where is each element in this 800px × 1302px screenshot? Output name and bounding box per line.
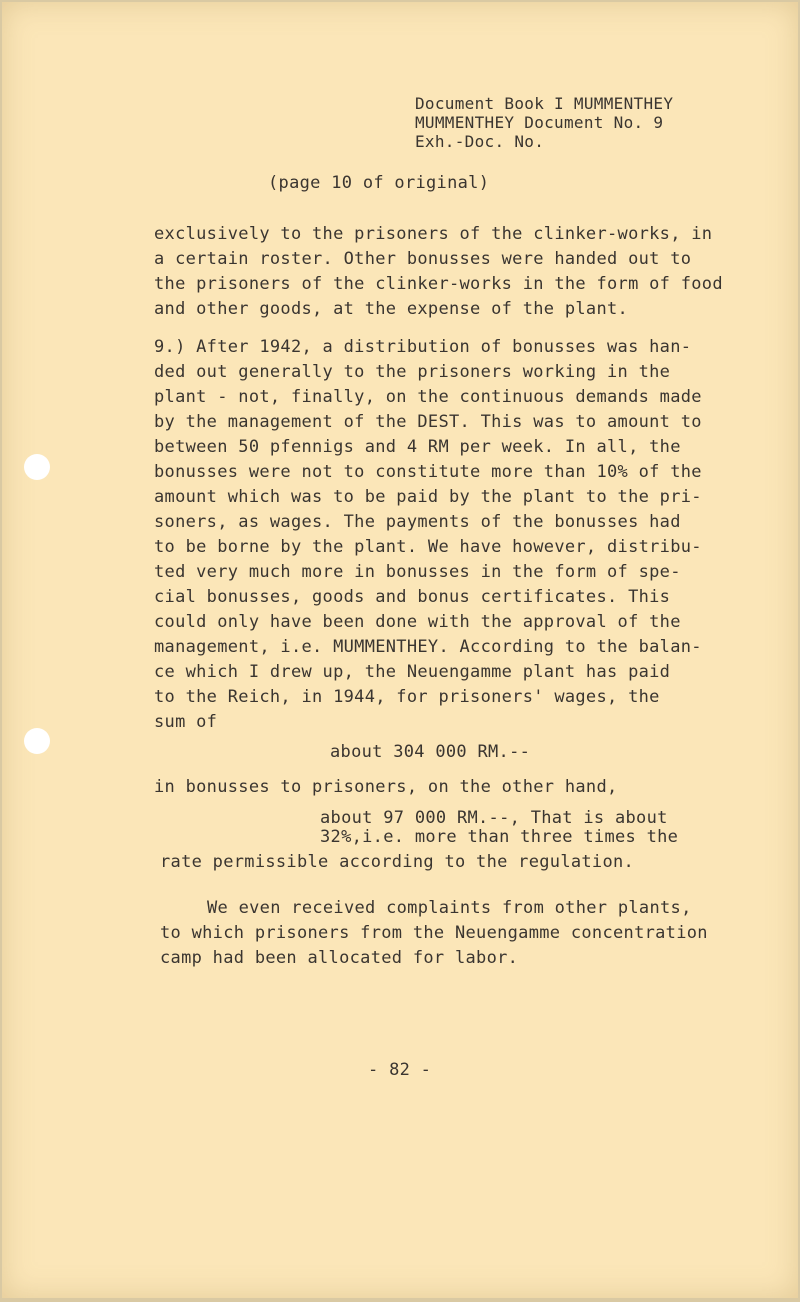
paragraph-line: amount which was to be paid by the plant to the pri- <box>154 487 702 507</box>
paragraph-line: cial bonusses, goods and bonus certificates. This <box>154 587 671 607</box>
paragraph-line: 9.) After 1942, a distribution of bonusses was han- <box>154 337 692 357</box>
amount-line: about 97 000 RM.--, That is about <box>320 808 668 828</box>
paragraph-line: camp had been allocated for labor. <box>160 948 519 968</box>
paragraph-line: ded out generally to the prisoners working in the <box>154 362 671 382</box>
amount-line: 32%,i.e. more than three times the <box>320 827 679 847</box>
paragraph-line: to the Reich, in 1944, for prisoners' wages, the <box>154 687 660 707</box>
document-page <box>2 2 798 1298</box>
paragraph-line: management, i.e. MUMMENTHEY. According to the balan- <box>154 637 702 657</box>
paragraph-line: in bonusses to prisoners, on the other hand, <box>154 777 618 797</box>
paragraph-line: by the management of the DEST. This was to amount to <box>154 412 702 432</box>
page-number: - 82 - <box>368 1060 432 1080</box>
paragraph-line: We even received complaints from other plants, <box>207 898 692 918</box>
header-line-1: Document Book I MUMMENTHEY <box>415 94 674 113</box>
paragraph-line: to which prisoners from the Neuengamme concentration <box>160 923 708 943</box>
paragraph-line: could only have been done with the approval of the <box>154 612 681 632</box>
paragraph-line: a certain roster. Other bonusses were handed out to <box>154 249 692 269</box>
paragraph-line: sum of <box>154 712 218 732</box>
punch-hole <box>24 728 50 754</box>
paragraph-line: soners, as wages. The payments of the bonusses had <box>154 512 681 532</box>
paragraph-line: between 50 pfennigs and 4 RM per week. In all, the <box>154 437 681 457</box>
punch-hole <box>24 454 50 480</box>
paragraph-line: exclusively to the prisoners of the clinker-works, in <box>154 224 713 244</box>
paragraph-line: bonusses were not to constitute more than 10% of the <box>154 462 702 482</box>
paragraph-line: plant - not, finally, on the continuous demands made <box>154 387 702 407</box>
paragraph-line: ce which I drew up, the Neuengamme plant has paid <box>154 662 671 682</box>
header-line-3: Exh.-Doc. No. <box>415 132 545 151</box>
amount-line: about 304 000 RM.-- <box>330 742 531 762</box>
page-reference: (page 10 of original) <box>268 173 490 193</box>
paragraph-line: ted very much more in bonusses in the form of spe- <box>154 562 681 582</box>
paragraph-line: and other goods, at the expense of the plant. <box>154 299 629 319</box>
paragraph-line: the prisoners of the clinker-works in the form of food <box>154 274 723 294</box>
paragraph-line: to be borne by the plant. We have however, distribu- <box>154 537 702 557</box>
paragraph-line: rate permissible according to the regulation. <box>160 852 635 872</box>
header-line-2: MUMMENTHEY Document No. 9 <box>415 113 664 132</box>
